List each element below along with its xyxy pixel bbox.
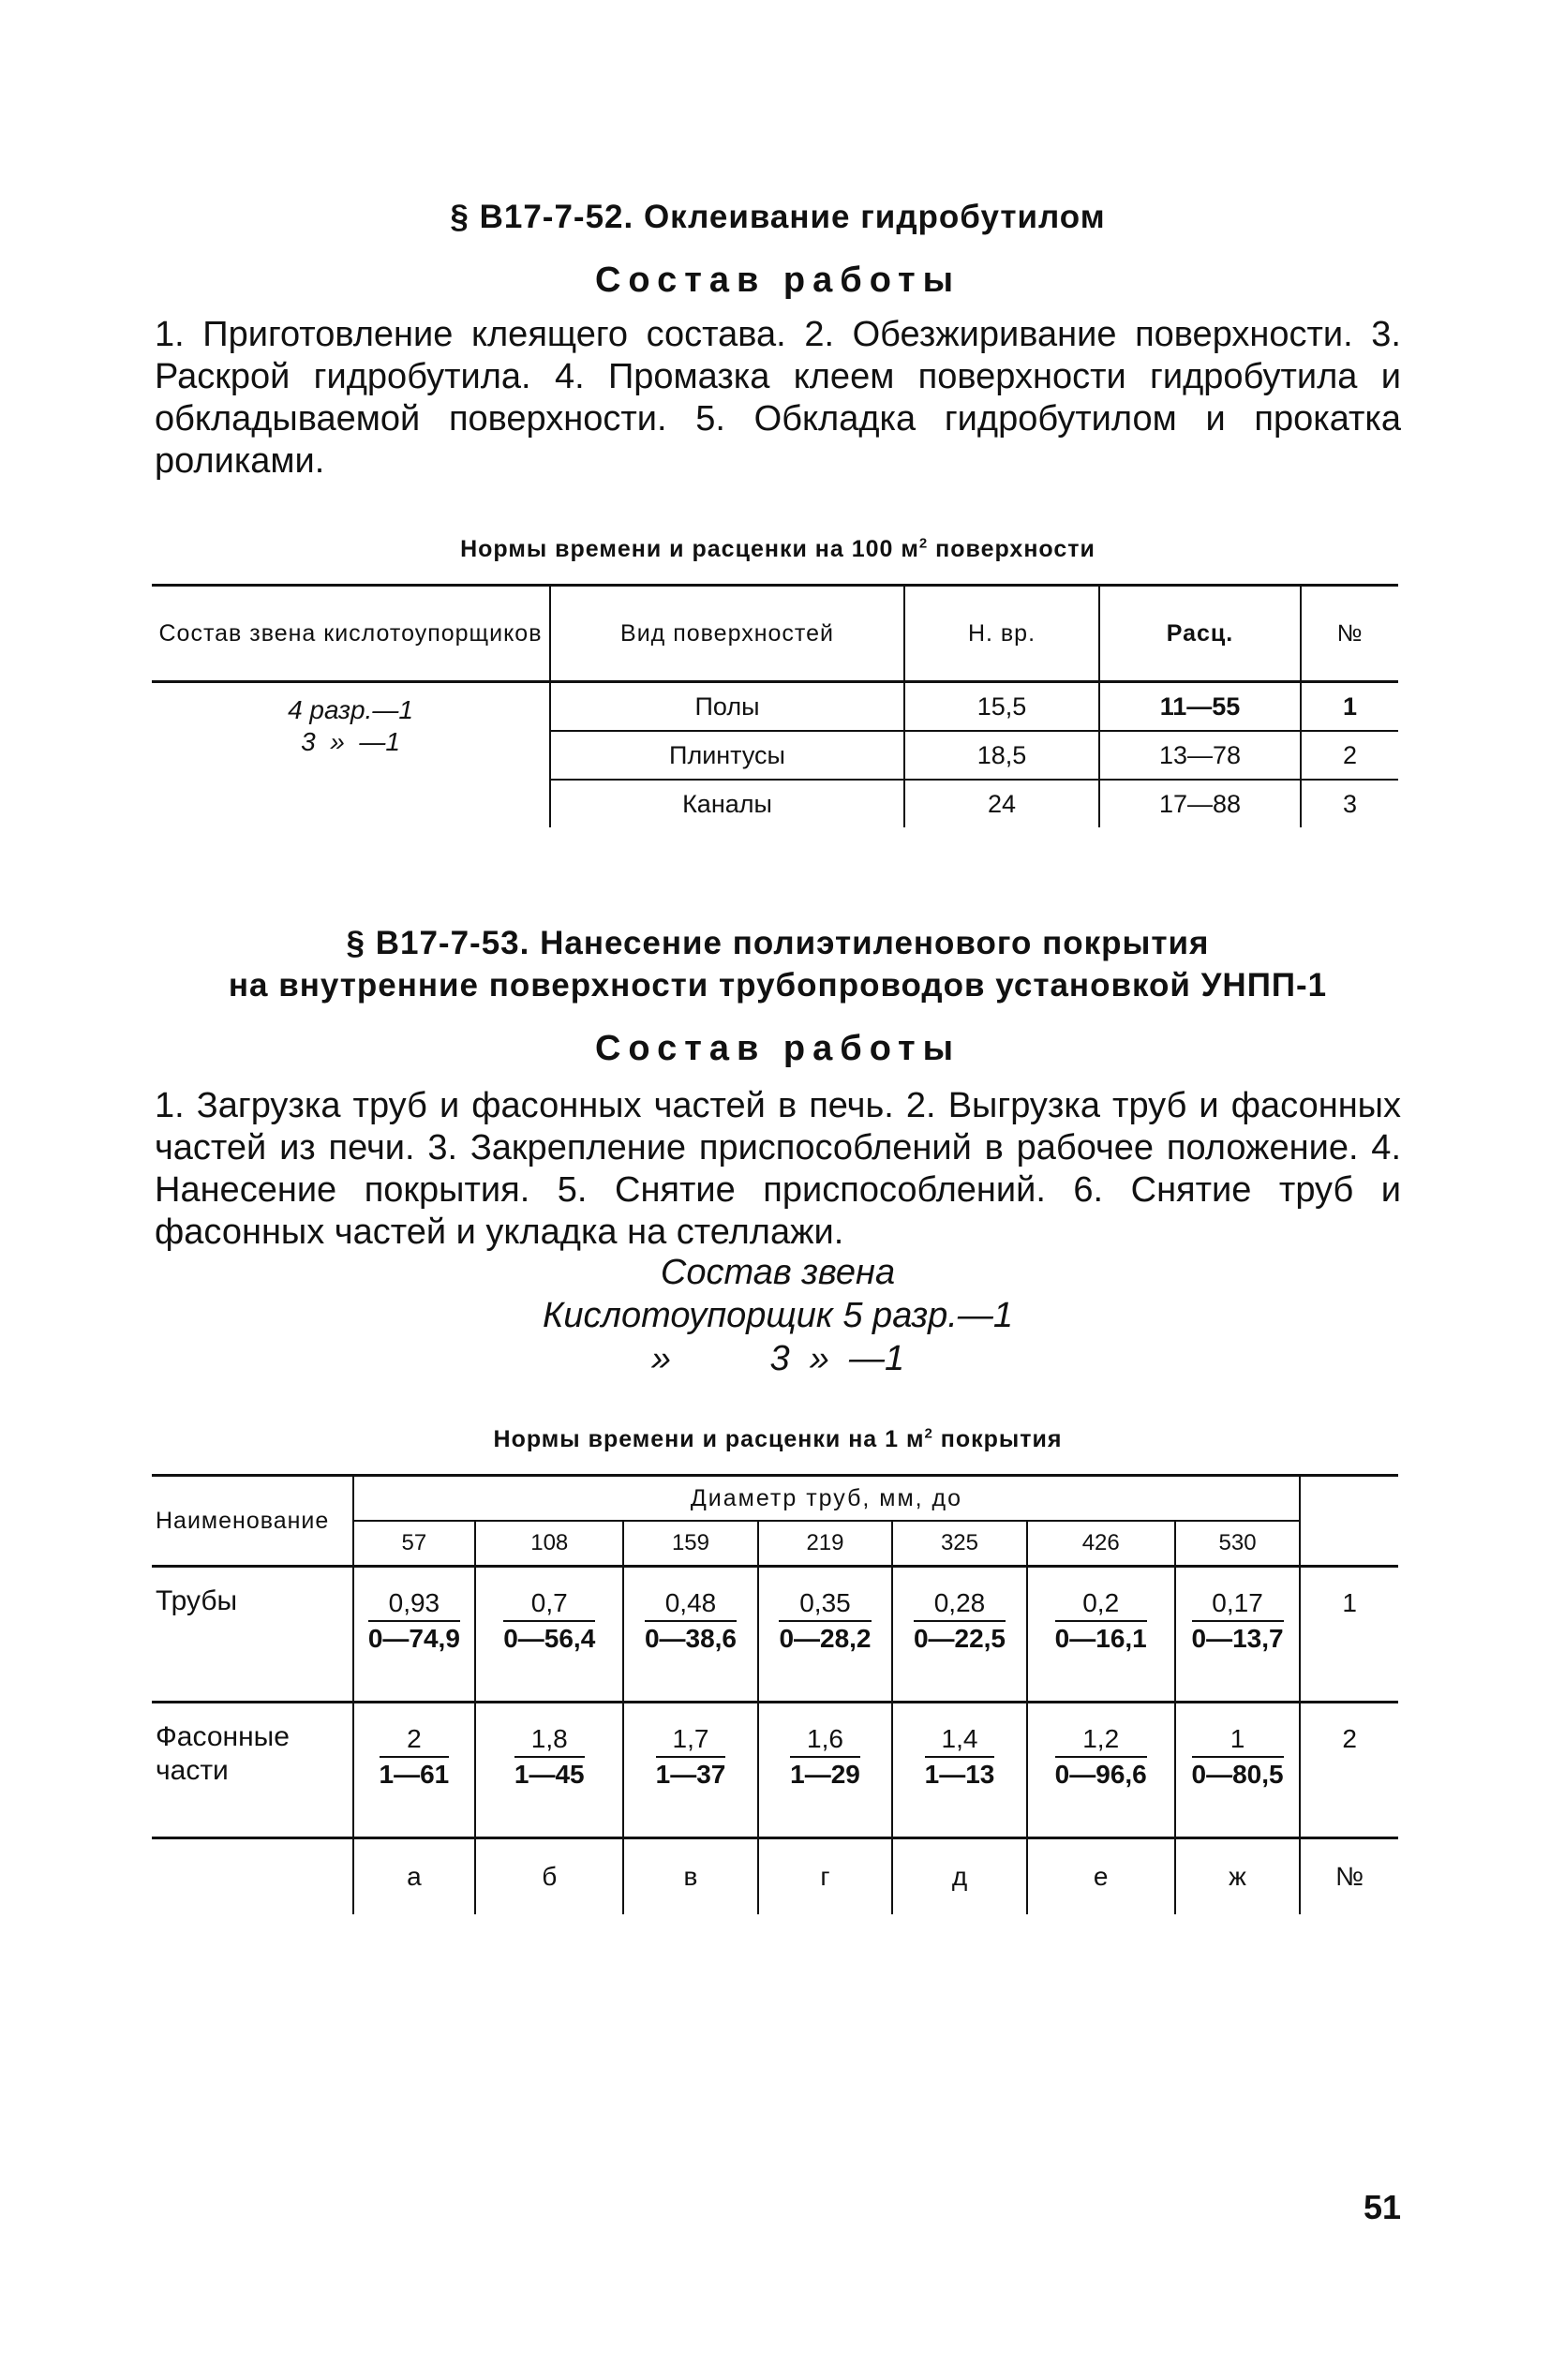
price-value: 0—22,5 — [913, 1624, 1006, 1653]
price-cell: 17—88 — [1099, 780, 1301, 827]
price-value: 0—80,5 — [1191, 1760, 1284, 1789]
column-letter: а — [353, 1838, 476, 1915]
caption-sup: 2 — [918, 535, 929, 552]
price-cell: 13—78 — [1099, 731, 1301, 780]
value-cell — [1175, 1703, 1301, 1838]
norm-cell: 18,5 — [904, 731, 1099, 780]
section2-text: 1. Загрузка труб и фасонных частей в печь. 2. Выгрузка труб и фасонных частей из печи. 3. Закрепление приспособлений в рабочее положение. 4. Нанесение покрытия. 5. Снятие приспособлений. 6. Снятие труб и фасонных частей и укладка на стеллажи. — [155, 1086, 1401, 1252]
value-cell — [1175, 1567, 1301, 1703]
price-value: 0—16,1 — [1054, 1624, 1147, 1653]
column-letter: № — [1300, 1838, 1398, 1915]
norm-value: 0,48 — [645, 1588, 737, 1622]
diameter-325: 325 — [892, 1521, 1027, 1567]
caption-text-post: покрытия — [932, 1426, 1063, 1452]
row-name: Фасонные части — [152, 1703, 353, 1838]
header-price: Расц. — [1099, 586, 1301, 682]
norm-fraction — [645, 1588, 737, 1656]
section1-title: § В17-7-52. Оклеивание гидробутилом — [450, 199, 1106, 235]
value-cell — [623, 1567, 758, 1703]
value-cell — [1027, 1703, 1175, 1838]
price-value: 1—61 — [379, 1760, 450, 1789]
diameter-108: 108 — [475, 1521, 623, 1567]
surface-cell: Плинтусы — [550, 731, 904, 780]
price-value: 0—56,4 — [503, 1624, 596, 1653]
norm-fraction — [790, 1724, 860, 1792]
number-cell: 1 — [1301, 682, 1398, 732]
column-letter: е — [1027, 1838, 1175, 1915]
norm-fraction — [779, 1588, 871, 1656]
norms-table-2 — [152, 1474, 1398, 1914]
caption-text-post: поверхности — [928, 536, 1095, 562]
norm-fraction — [1055, 1724, 1147, 1792]
table-row — [152, 682, 1398, 732]
table-row — [152, 1703, 1398, 1838]
norm-fraction — [380, 1724, 450, 1792]
price-value: 0—96,6 — [1054, 1760, 1147, 1789]
norm-value: 1,2 — [1055, 1724, 1147, 1758]
caption-sup: 2 — [924, 1425, 933, 1442]
diameter-159: 159 — [623, 1521, 758, 1567]
column-letter: г — [758, 1838, 893, 1915]
norm-fraction — [914, 1588, 1006, 1656]
section2-title-line1: § В17-7-53. Нанесение полиэтиленового покрытия — [346, 925, 1210, 961]
norm-fraction — [1055, 1588, 1147, 1656]
norm-fraction — [368, 1588, 460, 1656]
header-diameter: Диаметр труб, мм, до — [353, 1476, 1301, 1522]
norm-fraction — [925, 1724, 995, 1792]
norm-value: 0,2 — [1055, 1588, 1147, 1622]
header-empty — [1300, 1521, 1398, 1567]
price-value: 0—28,2 — [779, 1624, 872, 1653]
crew-line: 4 разр.—1 — [288, 695, 413, 724]
header-empty — [1300, 1476, 1398, 1522]
surface-cell: Каналы — [550, 780, 904, 827]
price-value: 0—74,9 — [367, 1624, 460, 1653]
column-letter: в — [623, 1838, 758, 1915]
price-value: 0—38,6 — [644, 1624, 738, 1653]
value-cell — [353, 1567, 476, 1703]
crew-line: Кислотоупорщик 5 разр.—1 — [543, 1296, 1013, 1335]
norm-value: 0,7 — [503, 1588, 595, 1622]
value-cell — [475, 1703, 623, 1838]
page-number: 51 — [1364, 2188, 1402, 2226]
section2-subtitle: Состав работы — [594, 1029, 961, 1068]
norm-value: 1,8 — [514, 1724, 585, 1758]
row-name: Трубы — [152, 1567, 353, 1703]
crew-line: 3 » —1 — [301, 727, 400, 756]
header-surface: Вид поверхностей — [550, 586, 904, 682]
value-cell — [758, 1567, 893, 1703]
norm-cell: 24 — [904, 780, 1099, 827]
header-number: № — [1301, 586, 1398, 682]
diameter-530: 530 — [1175, 1521, 1301, 1567]
section2-title-line2: на внутренние поверхности трубопроводов установкой УНПП-1 — [228, 967, 1328, 1004]
norm-value: 0,35 — [779, 1588, 871, 1622]
norm-cell: 15,5 — [904, 682, 1099, 732]
section1-text: 1. Приготовление клеящего состава. 2. Обезжиривание поверхности. 3. Раскрой гидробутила. 4. Промазка клеем поверхности гидробутила и обкладываемой поверхности. 5. Обкладка гидробутилом и прокатка роликами. — [155, 315, 1401, 481]
crew-composition — [155, 1251, 1401, 1380]
diameter-57: 57 — [353, 1521, 476, 1567]
crew-title: Состав звена — [660, 1253, 896, 1292]
price-value: 1—45 — [514, 1760, 585, 1789]
header-norm: Н. вр. — [904, 586, 1099, 682]
norm-value: 0,28 — [914, 1588, 1006, 1622]
norm-fraction — [656, 1724, 726, 1792]
value-cell — [623, 1703, 758, 1838]
column-letter: б — [475, 1838, 623, 1915]
column-letter: д — [892, 1838, 1027, 1915]
norm-value: 1,6 — [790, 1724, 860, 1758]
section1-subtitle: Состав работы — [594, 260, 961, 300]
diameter-426: 426 — [1027, 1521, 1175, 1567]
norm-value: 2 — [380, 1724, 450, 1758]
crew-line: » 3 » —1 — [650, 1339, 905, 1378]
norm-value: 1,4 — [925, 1724, 995, 1758]
value-cell — [475, 1567, 623, 1703]
value-cell — [1027, 1567, 1175, 1703]
column-letter: ж — [1175, 1838, 1301, 1915]
surface-cell: Полы — [550, 682, 904, 732]
row-number: 2 — [1300, 1703, 1398, 1838]
price-value: 1—37 — [655, 1760, 726, 1789]
number-cell: 2 — [1301, 731, 1398, 780]
norms-table-1 — [152, 584, 1398, 827]
column-letters-row — [152, 1838, 1398, 1915]
value-cell — [892, 1567, 1027, 1703]
section2-caption — [155, 1426, 1401, 1453]
norm-fraction — [1192, 1588, 1284, 1656]
norm-value: 0,17 — [1192, 1588, 1284, 1622]
price-value: 1—29 — [790, 1760, 860, 1789]
header-name: Наименование — [152, 1476, 353, 1567]
header-crew: Состав звена кислотоупорщиков — [152, 586, 550, 682]
price-value: 1—13 — [924, 1760, 995, 1789]
norm-fraction — [514, 1724, 585, 1792]
number-cell: 3 — [1301, 780, 1398, 827]
diameter-219: 219 — [758, 1521, 893, 1567]
crew-cell — [152, 682, 550, 828]
value-cell — [758, 1703, 893, 1838]
footer-blank — [152, 1838, 353, 1915]
row-number: 1 — [1300, 1567, 1398, 1703]
price-value: 0—13,7 — [1191, 1624, 1284, 1653]
norm-fraction — [503, 1588, 595, 1656]
price-cell: 11—55 — [1099, 682, 1301, 732]
norm-value: 0,93 — [368, 1588, 460, 1622]
value-cell — [353, 1703, 476, 1838]
caption-text: Нормы времени и расценки на 100 м — [460, 536, 919, 562]
norm-value: 1,7 — [656, 1724, 726, 1758]
section1-caption — [155, 536, 1401, 563]
norm-fraction — [1192, 1724, 1284, 1792]
caption-text: Нормы времени и расценки на 1 м — [493, 1426, 925, 1452]
table-row — [152, 1567, 1398, 1703]
value-cell — [892, 1703, 1027, 1838]
norm-value: 1 — [1192, 1724, 1284, 1758]
